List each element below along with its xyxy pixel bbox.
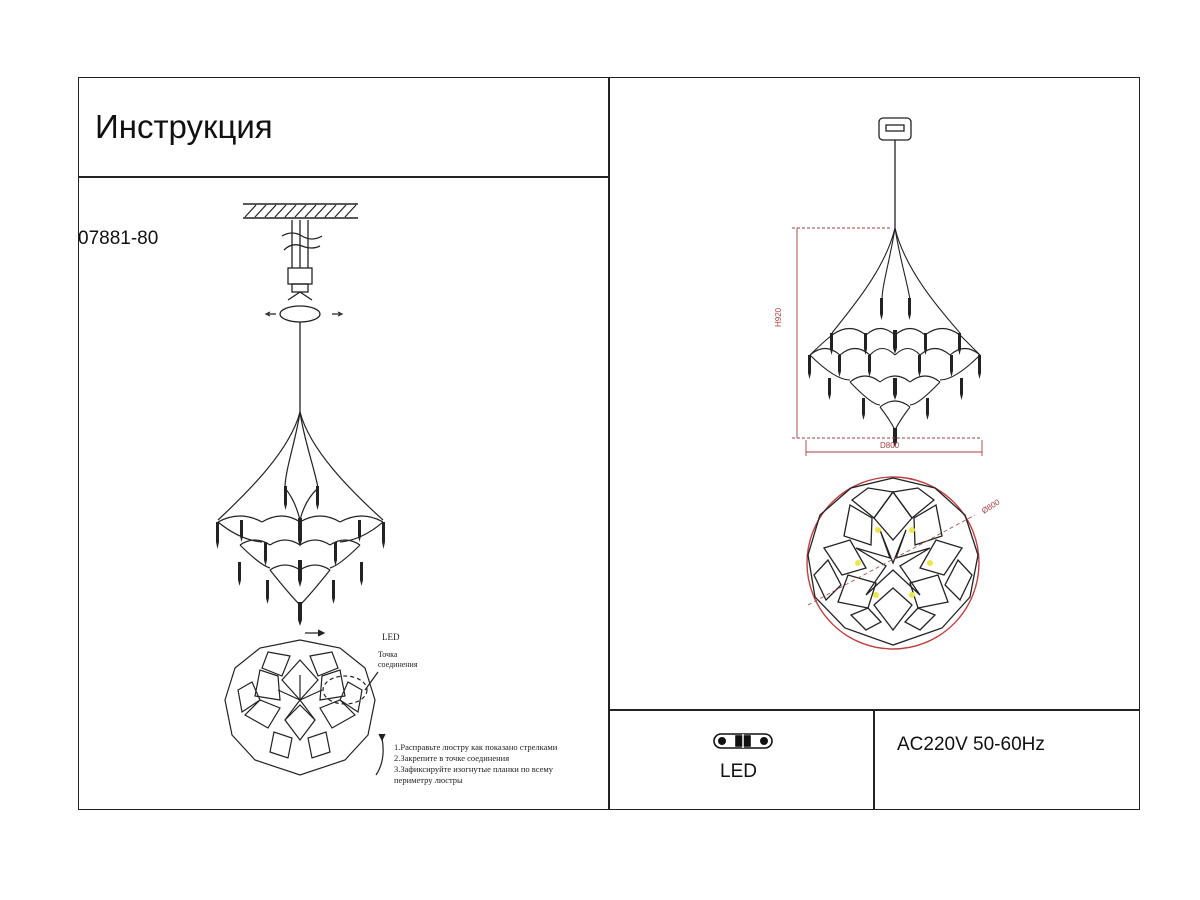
- ceiling-canopy: [879, 118, 911, 228]
- install-step: 2.Закрепите в точке соединения: [394, 753, 510, 763]
- top-diameter-label: Ø800: [980, 497, 1002, 516]
- chandelier-top-view-right: [807, 477, 979, 649]
- light-source-label: LED: [720, 761, 757, 782]
- voltage-label: AC220V 50-60Hz: [897, 734, 1045, 755]
- joint-label-line1: Точка: [378, 650, 398, 659]
- install-step: периметру люстры: [394, 775, 463, 785]
- connector-icon: [714, 734, 772, 748]
- model-number: 07881-80: [78, 228, 159, 249]
- crystal-pendants-right: [808, 298, 981, 447]
- height-dimension-label: H920: [774, 307, 783, 327]
- led-points: [855, 527, 933, 598]
- page-title: Инструкция: [95, 108, 273, 145]
- led-label-small: LED: [382, 632, 400, 642]
- joint-label-line2: соединения: [378, 660, 418, 669]
- install-step: 1.Расправьте люстру как показано стрелками: [394, 742, 558, 752]
- dimension-lines: [792, 228, 982, 456]
- install-step: 3.Зафиксируйте изогнутые планки по всему: [394, 764, 554, 774]
- diameter-dimension-label: D800: [880, 441, 900, 450]
